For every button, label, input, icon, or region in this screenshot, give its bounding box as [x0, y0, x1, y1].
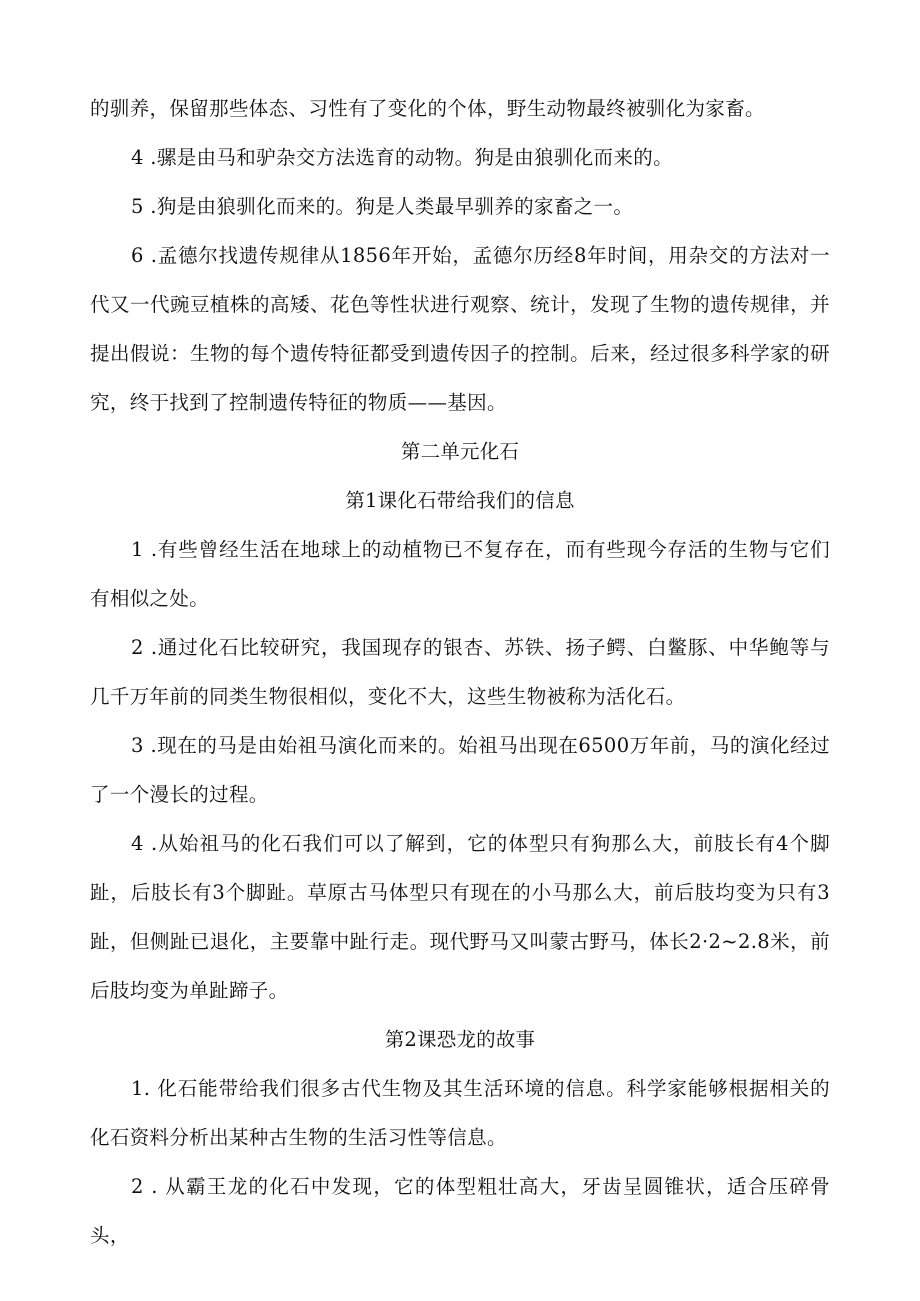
paragraph-domestication-end: 的驯养，保留那些体态、习性有了变化的个体，野生动物最终被驯化为家畜。 — [90, 97, 765, 120]
paragraph-horse-evolution: 4 .从始祖马的化石我们可以了解到，它的体型只有狗那么大，前肢长有4个脚趾，后肢长有3个脚趾。草原古马体型只有现在的小马那么大，前后肢均变为只有3趾，但侧趾已退化，主要靠中趾行走。现代野马又叫蒙古野马，体长2·2~2.8米，前后肢均变为单趾蹄子。 — [90, 832, 830, 1002]
paragraph-mendel: 6 .孟德尔找遗传规律从1856年开始，孟德尔历经8年时间，用杂交的方法对一代又一代豌豆植株的高矮、花色等性状进行观察、统计，发现了生物的遗传规律，并提出假说：生物的每个遗传特征都受到遗传因子的控制。后来，经过很多科学家的研究，终于找到了控制遗传特征的物质——基因。 — [90, 244, 830, 414]
paragraph-tyrannosaurus: 2 . 从霸王龙的化石中发现，它的体型粗壮高大，牙齿呈圆锥状，适合压碎骨头， — [90, 1175, 830, 1247]
lesson-1-heading: 第1课化石带给我们的信息 — [345, 489, 575, 512]
unit-heading: 第二单元化石 — [400, 440, 520, 463]
paragraph-mule: 4 .骡是由马和驴杂交方法选育的动物。狗是由狼驯化而来的。 — [131, 146, 673, 169]
paragraph-fossil-information: 1. 化石能带给我们很多古代生物及其生活环境的信息。科学家能够根据相关的化石资料分析出某种古生物的生活习性等信息。 — [90, 1077, 830, 1149]
paragraph-extinct-species: 1 .有些曾经生活在地球上的动植物已不复存在，而有些现今存活的生物与它们有相似之处。 — [90, 538, 830, 610]
lesson-2-heading: 第2课恐龙的故事 — [384, 1028, 536, 1051]
document-page — [90, 84, 830, 1260]
paragraph-living-fossils: 2 .通过化石比较研究，我国现存的银杏、苏铁、扬子鳄、白鳖豚、中华鲍等与几千万年前的同类生物很相似，变化不大，这些生物被称为活化石。 — [90, 636, 830, 708]
paragraph-eohippus: 3 .现在的马是由始祖马演化而来的。始祖马出现在6500万年前，马的演化经过了一个漫长的过程。 — [90, 734, 830, 806]
paragraph-dog: 5 .狗是由狼驯化而来的。狗是人类最早驯养的家畜之一。 — [131, 195, 634, 218]
